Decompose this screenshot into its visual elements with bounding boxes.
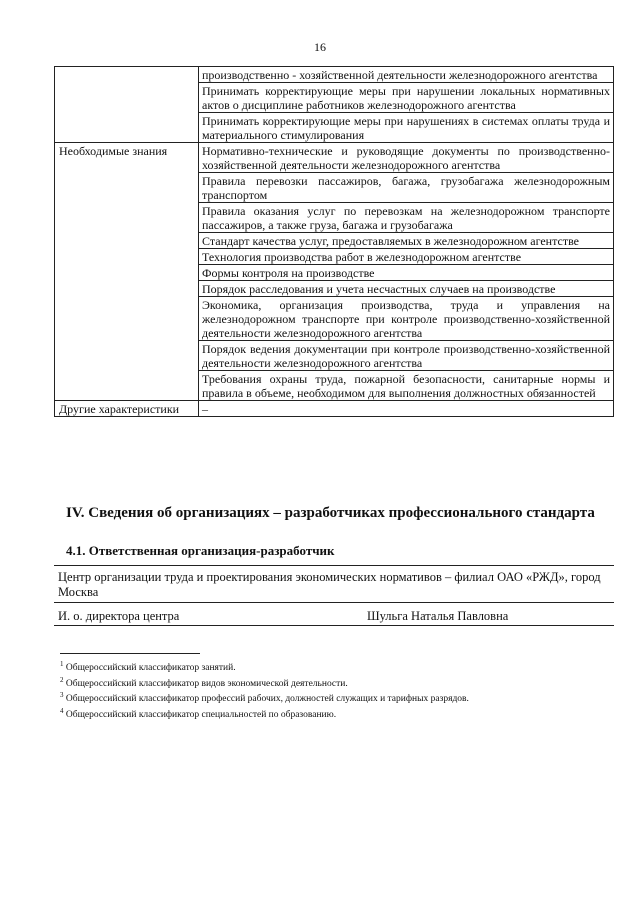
table-text-cell: Принимать корректирующие меры при нарушении локальных нормативных актов о дисциплине работников железнодорожного агентства (199, 83, 614, 113)
footnote (60, 675, 469, 691)
footnote-text: Общероссийский классификатор профессий рабочих, должностей служащих и тарифных разрядов. (65, 694, 469, 705)
footnote-number: 2 (60, 675, 64, 684)
table-text-cell: Порядок расследования и учета несчастных случаев на производстве (199, 281, 614, 297)
footnote-number: 4 (60, 706, 64, 715)
footnote-number: 1 (60, 660, 64, 668)
table-text-cell: Технология производства работ в железнодорожном агентстве (199, 249, 614, 265)
footnote-text: Общероссийский классификатор видов экономической деятельности. (65, 678, 348, 689)
footnote-text: Общероссийский классификатор занятий. (65, 663, 236, 674)
table-text-cell: – (199, 401, 614, 417)
footnote-divider (60, 653, 200, 654)
section-heading: IV. Сведения об организациях – разработчиках профессионального стандарта (66, 505, 595, 521)
table-text-cell: Правила оказания услуг по перевозкам на железнодорожном транспорте пассажиров, а также груза, багажа и грузобагажа (199, 203, 614, 233)
director-row (54, 603, 614, 626)
table-row (55, 401, 614, 417)
table-text-cell: Экономика, организация производства, труда и управления на железнодорожном транспорте при контроле производственно-хозяйственной деятельности железнодорожного агентства (199, 297, 614, 341)
table-text-cell: Формы контроля на производстве (199, 265, 614, 281)
table-label-cell: Другие характеристики (55, 401, 199, 417)
table-text-cell: производственно - хозяйственной деятельности железнодорожного агентства (199, 67, 614, 83)
table-row (55, 143, 614, 173)
director-title: И. о. директора центра (58, 609, 180, 623)
page-number: 16 (314, 40, 326, 54)
organization-block (54, 565, 614, 626)
footnote (60, 659, 469, 675)
table-label-cell (55, 67, 199, 143)
requirements-table (54, 66, 614, 417)
table-label-cell: Необходимые знания (55, 143, 199, 401)
sub-heading: 4.1. Ответственная организация-разработчик (66, 543, 335, 558)
footnote-number: 3 (60, 691, 64, 700)
organization-name: Центр организации труда и проектирования экономических нормативов – филиал ОАО «РЖД», город Москва (54, 565, 614, 603)
table-text-cell: Порядок ведения документации при контроле производственно-хозяйственной деятельности железнодорожного агентства (199, 341, 614, 371)
footnote (60, 690, 469, 706)
footnotes (60, 659, 469, 722)
table-row (55, 67, 614, 83)
footnote (60, 706, 469, 722)
table-text-cell: Правила перевозки пассажиров, багажа, грузобагажа железнодорожным транспортом (199, 173, 614, 203)
footnote-text: Общероссийский классификатор специальностей по образованию. (65, 710, 337, 721)
table-text-cell: Стандарт качества услуг, предоставляемых в железнодорожном агентстве (199, 233, 614, 249)
table-text-cell: Принимать корректирующие меры при нарушениях в системах оплаты труда и материального стимулирования (199, 113, 614, 143)
table-text-cell: Требования охраны труда, пожарной безопасности, санитарные нормы и правила в объеме, необходимом для выполнения должностных обязанностей (199, 371, 614, 401)
director-name: Шульга Наталья Павловна (367, 609, 509, 623)
table-text-cell: Нормативно-технические и руководящие документы по производственно-хозяйственной деятельности железнодорожного агентства (199, 143, 614, 173)
